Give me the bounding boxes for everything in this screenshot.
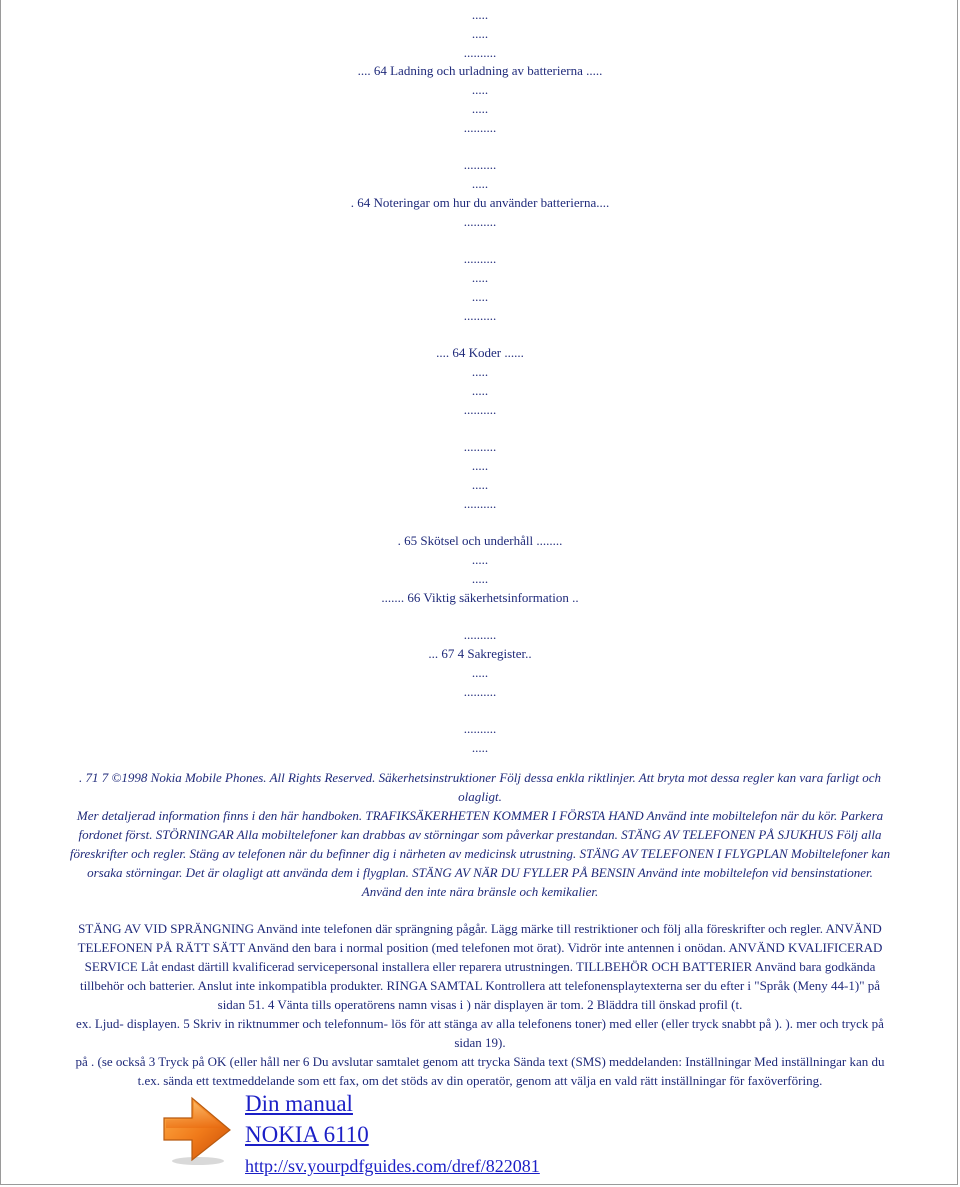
paragraph-line: Mer detaljerad information finns i den här handboken. TRAFIKSÄKERHETEN KOMMER I FÖRSTA HAND Använd inte mobiltelefon när du kör. Parkera bbox=[76, 808, 884, 823]
paragraph-line: ex. Ljud- displayen. 5 Skriv in riktnummer och telefonnum- lös för att stänga av alla telefonens toner) med eller (eller tryck snabbt på ). ). mer och tryck på bbox=[76, 1016, 884, 1031]
toc-line bbox=[1, 138, 959, 157]
toc-line: ..... bbox=[471, 476, 489, 492]
toc-line: .......... bbox=[463, 119, 497, 135]
toc-line bbox=[1, 232, 959, 251]
toc-line: ....... 66 Viktig säkerhetsinformation .. bbox=[381, 589, 579, 605]
url-link[interactable]: http://sv.yourpdfguides.com/dref/822081 bbox=[245, 1156, 540, 1176]
paragraph-line: SERVICE Låt endast därtill kvalificerad servicepersonal installera eller reparera utrustningen. TILLBEHÖR OCH BATTERIER Använd bara godkända bbox=[84, 959, 876, 974]
paragraph-line: sidan 19). bbox=[454, 1035, 506, 1050]
toc-line: ..... bbox=[471, 664, 489, 680]
toc-line: .......... bbox=[463, 157, 497, 173]
paragraph-line: sidan 51. 4 Vänta tills operatörens namn visas i ) när displayen är tom. 2 Bläddra till önskad profil (t. bbox=[217, 997, 743, 1012]
paragraph-line: tillbehör och batterier. Anslut inte inkompatibla produkter. RINGA SAMTAL Kontrollera att telefonensplaytexterna ser du efter i "Språk (Meny 44-1)" på bbox=[79, 978, 881, 993]
toc-line: ..... bbox=[471, 82, 489, 98]
footer-links bbox=[245, 1088, 540, 1179]
toc-line: ..... bbox=[471, 382, 489, 398]
toc-line: ..... bbox=[471, 552, 489, 568]
toc-line bbox=[1, 608, 959, 627]
toc-line: ..... bbox=[471, 270, 489, 286]
model-link[interactable]: NOKIA 6110 bbox=[245, 1122, 369, 1147]
toc-line: ..... bbox=[471, 458, 489, 474]
toc-line: ... 67 4 Sakregister.. bbox=[428, 646, 532, 662]
toc-line: ..... bbox=[471, 25, 489, 41]
table-of-contents bbox=[1, 6, 959, 758]
paragraph-line: på . (se också 3 Tryck på OK (eller håll ner 6 Du avslutar samtalet genom att trycka Sända text (SMS) meddelanden: Inställningar Med inställningar kan du bbox=[75, 1054, 885, 1069]
toc-line: .......... bbox=[463, 401, 497, 417]
toc-line: ..... bbox=[471, 176, 489, 192]
toc-line: .......... bbox=[463, 439, 497, 455]
toc-line: . 64 Noteringar om hur du använder batterierna.... bbox=[350, 194, 610, 210]
toc-line: . 65 Skötsel och underhåll ........ bbox=[397, 533, 563, 549]
manual-link[interactable]: Din manual bbox=[245, 1091, 353, 1116]
paragraph-line: orsaka störningar. Det är olagligt att använda dem i flygplan. STÄNG AV NÄR DU FYLLER PÅ BENSIN Använd inte mobiltelefon vid bensinstationer. bbox=[87, 865, 873, 880]
toc-line: .......... bbox=[463, 307, 497, 323]
usage-instructions-paragraph bbox=[5, 919, 955, 1090]
arrow-logo-icon bbox=[158, 1088, 234, 1166]
toc-line: .......... bbox=[463, 44, 497, 60]
toc-line: .......... bbox=[463, 213, 497, 229]
paragraph-line: STÄNG AV VID SPRÄNGNING Använd inte telefonen där sprängning pågår. Lägg märke till restriktioner och följ alla föreskrifter och regler. ANVÄND bbox=[78, 921, 882, 936]
toc-line: ..... bbox=[471, 740, 489, 756]
toc-line bbox=[1, 420, 959, 439]
paragraph-line: . 71 7 ©1998 Nokia Mobile Phones. All Rights Reserved. Säkerhetsinstruktioner Följ dessa enkla riktlinjer. Att bryta mot dessa regler kan vara farligt och bbox=[79, 770, 881, 785]
toc-line: .......... bbox=[463, 495, 497, 511]
toc-line bbox=[1, 326, 959, 345]
toc-line: ..... bbox=[471, 288, 489, 304]
toc-line: ..... bbox=[471, 100, 489, 116]
toc-line: .......... bbox=[463, 251, 497, 267]
toc-line: ..... bbox=[471, 7, 489, 22]
paragraph-line: fordonet först. STÖRNINGAR Alla mobiltelefoner kan drabbas av störningar som påverkar prestandan. STÄNG AV TELEFONEN PÅ SJUKHUS Följ alla bbox=[78, 827, 882, 842]
paragraph-line: olagligt. bbox=[458, 789, 502, 804]
footer bbox=[158, 1088, 658, 1180]
toc-line: .......... bbox=[463, 683, 497, 699]
paragraph-line: TELEFONEN PÅ RÄTT SÄTT Använd den bara i normal position (med telefonen mot örat). Vidrör inte antennen i onödan. ANVÄND KVALIFICERAD bbox=[77, 940, 883, 955]
toc-line bbox=[1, 514, 959, 533]
toc-line: ..... bbox=[471, 364, 489, 380]
toc-line bbox=[1, 701, 959, 720]
paragraph-line: föreskrifter och regler. Stäng av telefonen när du befinner dig i närheten av medicinsk utrustning. STÄNG AV TELEFONEN I FLYGPLAN Mobiltelefoner kan bbox=[69, 846, 891, 861]
toc-line: .... 64 Koder ...... bbox=[436, 345, 524, 361]
paragraph-line: t.ex. sända ett textmeddelande som ett fax, om det stöds av din operatör, genom att välja en vald rätt inställningar för faxöverföring. bbox=[137, 1073, 823, 1088]
safety-instructions-paragraph bbox=[5, 768, 955, 901]
paragraph-line: Använd den inte nära bränsle och kemikalier. bbox=[361, 884, 599, 899]
toc-line: ..... bbox=[471, 570, 489, 586]
toc-line: .......... bbox=[463, 627, 497, 643]
toc-line: .... 64 Ladning och urladning av batterierna ..... bbox=[357, 63, 603, 79]
toc-line: .......... bbox=[463, 721, 497, 737]
